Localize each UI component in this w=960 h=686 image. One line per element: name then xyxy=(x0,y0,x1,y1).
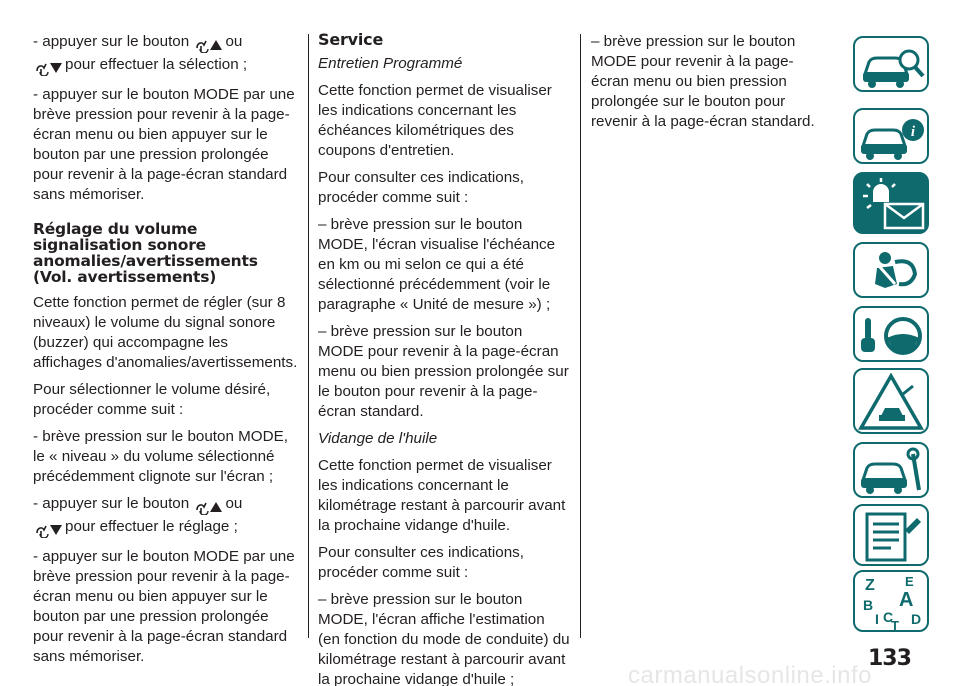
svg-text:T: T xyxy=(891,618,899,633)
tab-technical-data[interactable] xyxy=(853,504,929,566)
instruction-mode-return-2: - appuyer sur le bouton MODE par une brève pression pour revenir à la page-écran menu ou bien appuyer sur le bouton par une pression prolongée pour revenir à la page-écran standard sans mémoriser. xyxy=(33,548,295,665)
tab-key-steering[interactable] xyxy=(853,306,929,362)
paragraph-oil-description: Cette fonction permet de visualiser les indications concernant le kilométrage restant à parcourir avant la prochaine vidange d'huile. xyxy=(318,457,566,534)
instruction-service-return: – brève pression sur le bouton MODE pour revenir à la page-écran menu ou bien pression prolongée sur le bouton pour revenir à la page-écran standard. xyxy=(318,323,569,420)
column-divider xyxy=(308,34,309,638)
seatbelt-airbag-icon xyxy=(855,244,931,300)
tab-warning-lights-messages[interactable] xyxy=(853,172,929,234)
subheading-scheduled-maintenance: Entretien Programmé xyxy=(318,55,463,72)
paragraph-volume-procedure: Pour sélectionner le volume désiré, procéder comme suit : xyxy=(33,381,271,418)
section-heading-volume: Réglage du volume signalisation sonore anomalies/avertissements (Vol. avertissements) xyxy=(33,220,258,286)
alphabet-index-icon xyxy=(855,572,931,634)
tab-car-info[interactable] xyxy=(853,108,929,164)
svg-text:E: E xyxy=(905,574,914,589)
paragraph-volume-description: Cette fonction permet de régler (sur 8 niveaux) le volume du signal sonore (buzzer) qui accompagne les affichages d'anomalies/avertissements. xyxy=(33,294,298,371)
car-search-icon xyxy=(855,38,931,94)
paragraph-service-procedure: Pour consulter ces indications, procéder comme suit : xyxy=(318,169,524,206)
instruction-mode-return: - appuyer sur le bouton MODE par une brève pression pour revenir à la page-écran menu ou bien appuyer sur le bouton par une pression prolongée pour revenir à la page-écran standard sans mémoriser. xyxy=(33,86,295,203)
svg-text:i: i xyxy=(910,124,916,140)
document-list-icon xyxy=(855,506,931,568)
tab-emergency[interactable] xyxy=(853,368,929,434)
svg-text:A: A xyxy=(899,589,914,611)
paragraph-oil-procedure: Pour consulter ces indications, procéder comme suit : xyxy=(318,544,524,581)
tab-alphabetical-index[interactable] xyxy=(853,570,929,632)
tab-car-search[interactable] xyxy=(853,36,929,92)
subheading-oil-change: Vidange de l'huile xyxy=(318,430,438,447)
column-middle xyxy=(318,32,570,686)
instruction-volume-mode: - brève pression sur le bouton MODE, le « niveau » du volume sélectionné précédemment clignote sur l'écran ; xyxy=(33,428,288,485)
svg-text:Z: Z xyxy=(865,577,875,594)
instruction-oil-mode: – brève pression sur le bouton MODE, l'écran affiche l'estimation (en fonction du mode de conduite) du kilométrage restant à parcourir avant la prochaine vidange d'huile ; xyxy=(318,591,570,686)
svg-text:B: B xyxy=(863,597,874,613)
instruction-oil-return: – brève pression sur le bouton MODE pour revenir à la page-écran menu ou bien pression prolongée sur le bouton pour revenir à la page-écran standard. xyxy=(591,33,815,130)
column-divider xyxy=(580,34,581,638)
car-wrench-icon xyxy=(855,444,931,500)
section-heading-service: Service xyxy=(318,30,384,49)
down-button-icon xyxy=(34,520,64,540)
column-left xyxy=(33,32,299,674)
key-steering-wheel-icon xyxy=(855,308,931,364)
instruction-select: - appuyer sur le bouton ou pour effectuer la sélection ; xyxy=(33,32,299,78)
up-button-icon xyxy=(194,35,224,55)
instruction-adjust: - appuyer sur le bouton ou pour effectuer le réglage ; xyxy=(33,494,299,540)
tab-seatbelt-airbag[interactable] xyxy=(853,242,929,298)
warning-triangle-car-icon xyxy=(855,370,931,436)
up-button-icon xyxy=(194,497,224,517)
svg-text:C: C xyxy=(883,609,894,625)
page-number: 133 xyxy=(868,646,911,671)
car-info-icon xyxy=(855,110,931,166)
column-right xyxy=(591,32,831,139)
tab-maintenance[interactable] xyxy=(853,442,929,498)
watermark: carmanualsonline.info xyxy=(628,662,872,686)
svg-text:I: I xyxy=(875,611,879,627)
warning-light-message-icon xyxy=(855,174,931,236)
paragraph-service-description: Cette fonction permet de visualiser les indications concernant les échéances kilométriques des coupons d'entretien. xyxy=(318,82,552,159)
instruction-service-mode: – brève pression sur le bouton MODE, l'écran visualise l'échéance en km ou mi selon ce qui a été sélectionné précédemment (voir le paragraphe « Unité de mesure ») ; xyxy=(318,216,556,313)
down-button-icon xyxy=(34,58,64,78)
svg-text:D: D xyxy=(911,611,922,627)
